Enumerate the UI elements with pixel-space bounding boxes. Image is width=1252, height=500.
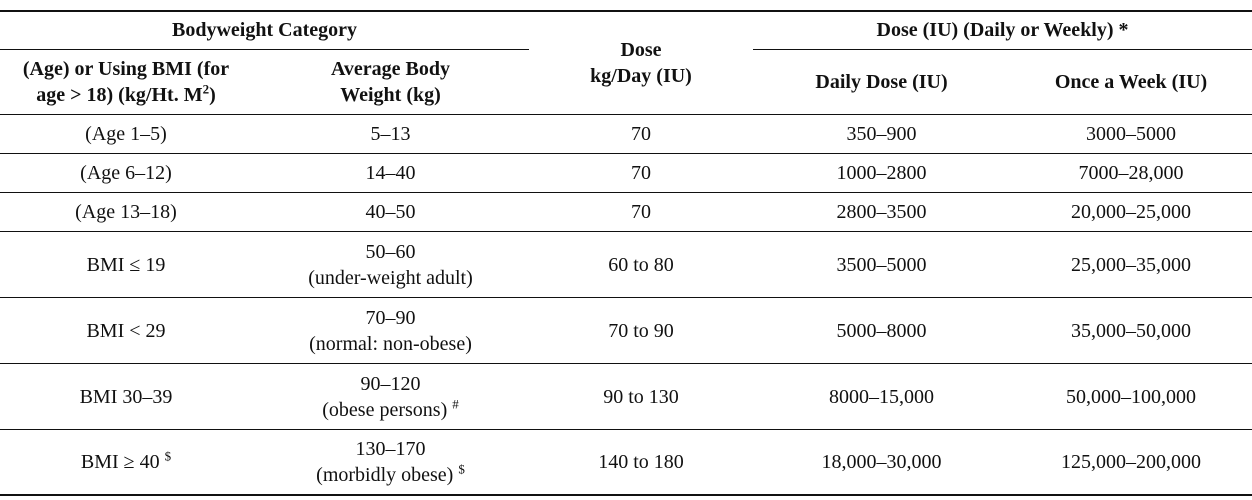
dose-kg-cell: 70 [529,154,753,193]
daily-dose-cell: 5000–8000 [753,298,1010,364]
daily-dose-cell: 8000–15,000 [753,364,1010,430]
bodyweight-category-header [0,11,529,50]
table-row [0,193,1252,232]
table-row [0,232,1252,298]
weight-note: (obese persons) # [322,395,459,421]
dose-label-line2: kg/Day (IU) [590,65,692,87]
bodyweight-category-label: Bodyweight Category [0,12,529,50]
weight-range: 50–60 [365,240,416,263]
dose-kg-cell: 140 to 180 [529,430,753,496]
weight-cell [252,298,529,364]
avg-weight-line1: Average Body [330,58,451,80]
daily-dose-cell: 350–900 [753,115,1010,154]
weekly-dose-cell: 35,000–50,000 [1010,298,1252,364]
daily-dose-header: Daily Dose (IU) [753,50,1010,115]
table-row [0,364,1252,430]
dose-kg-cell: 70 [529,115,753,154]
table-row [0,298,1252,364]
weight-note: (morbidly obese) $ [316,461,465,486]
weekly-dose-cell: 3000–5000 [1010,115,1252,154]
weight-cell [252,430,529,496]
weight-cell: 5–13 [252,115,529,154]
avg-weight-line2: Weight (kg) [340,84,441,106]
dose-group-header [753,11,1252,50]
weight-cell [252,364,529,430]
dose-group-label: Dose (IU) (Daily or Weekly) * [753,12,1252,50]
dose-kg-cell: 90 to 130 [529,364,753,430]
weight-range: 70–90 [365,306,416,329]
weight-cell: 40–50 [252,193,529,232]
age-bmi-line2: age > 18) (kg/Ht. $M^2$) [36,81,216,106]
category-cell: (Age 6–12) [0,154,252,193]
weekly-dose-cell: 20,000–25,000 [1010,193,1252,232]
age-bmi-line1: (Age) or Using BMI (for [22,58,230,80]
daily-dose-cell: 2800–3500 [753,193,1010,232]
dose-kg-day-header [529,11,753,115]
daily-dose-cell: 18,000–30,000 [753,430,1010,496]
table-row [0,154,1252,193]
category-cell: BMI ≥ 40 $ [0,430,252,496]
table-row [0,115,1252,154]
category-cell: BMI ≤ 19 [0,232,252,298]
footnote-marker: # [452,395,459,411]
category-cell: BMI < 29 [0,298,252,364]
weight-range: 130–170 [355,438,426,460]
category-cell: BMI 30–39 [0,364,252,430]
weekly-dose-cell: 25,000–35,000 [1010,232,1252,298]
dose-kg-cell: 70 to 90 [529,298,753,364]
dose-table [0,10,1252,496]
table-body [0,115,1252,496]
age-bmi-header [0,50,252,115]
weekly-dose-cell: 50,000–100,000 [1010,364,1252,430]
weight-cell [252,232,529,298]
footnote-marker: $ [164,448,172,464]
dose-label-line1: Dose [620,39,662,61]
weekly-dose-cell: 7000–28,000 [1010,154,1252,193]
category-cell: (Age 1–5) [0,115,252,154]
dose-kg-cell: 60 to 80 [529,232,753,298]
dose-kg-cell: 70 [529,193,753,232]
category-cell: (Age 13–18) [0,193,252,232]
weekly-dose-header: Once a Week (IU) [1010,50,1252,115]
weight-cell: 14–40 [252,154,529,193]
weight-note: (under-weight adult) [308,266,473,289]
weight-range: 90–120 [360,372,421,395]
weight-note: (normal: non-obese) [309,332,472,355]
daily-dose-cell: 1000–2800 [753,154,1010,193]
average-weight-header [252,50,529,115]
table-row [0,430,1252,496]
weekly-dose-cell: 125,000–200,000 [1010,430,1252,496]
footnote-marker: $ [458,461,465,477]
daily-dose-cell: 3500–5000 [753,232,1010,298]
table-header [0,11,1252,115]
header-row-1 [0,11,1252,50]
